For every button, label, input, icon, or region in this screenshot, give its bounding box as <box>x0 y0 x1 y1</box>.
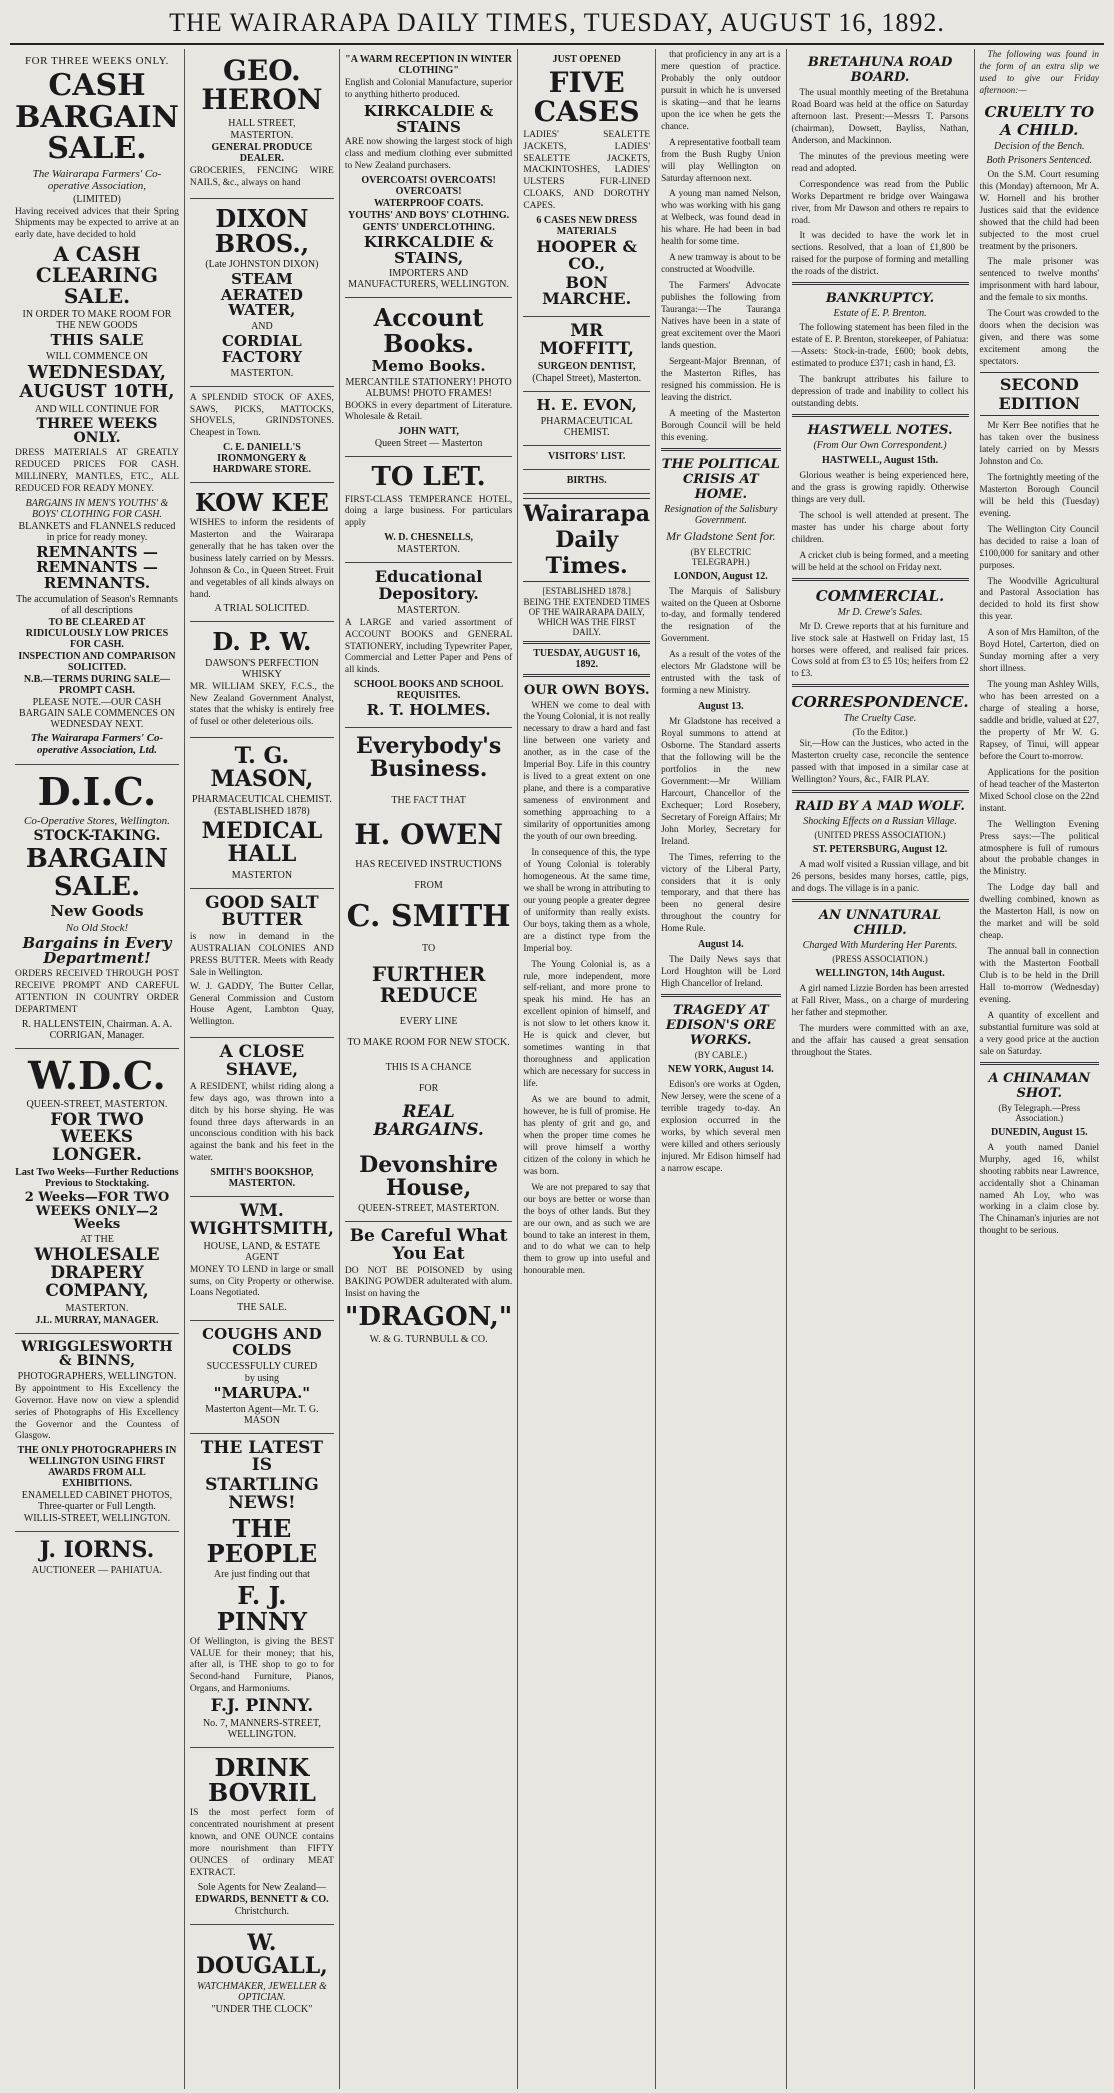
paragraph: Glorious weather is being experienced here, and the grass is growing rapidly. Otherwise things are very dull. <box>791 469 969 504</box>
ad-make: TO MAKE ROOM FOR NEW STOCK. <box>347 1036 510 1048</box>
paragraph: A son of Mrs Hamilton, of the Boyd Hotel, Carterton, died on Sunday morning after a very short illness. <box>979 627 1100 674</box>
paragraph: As a result of the votes of the electors Mr Gladstone will be entrusted with the task of forming a new Ministry. <box>661 649 781 696</box>
ad-signature: The Wairarapa Farmers' Co-operative Association, Ltd. <box>30 731 164 756</box>
ad-text: WISHES to inform the residents of Masterton and the Wairarapa generally that he has taken over the business lately carried on by Messrs. Johnson & Co., in Queen Street. Fruit and vegetables of all kinds always on hand. <box>189 518 334 600</box>
ad-title: MR MOFFITT, <box>539 321 634 359</box>
ad-subtitle: The Wairarapa Farmers' Co-operative Association, <box>32 167 162 192</box>
ad-subtitle: MERCANTILE STATIONERY! PHOTO ALBUMS! PHOTO FRAMES! <box>345 376 512 399</box>
dateline: WELLINGTON, 14th August. <box>815 968 945 980</box>
ad-established: (ESTABLISHED 1878) <box>214 806 310 818</box>
ad-heading: JUST OPENED <box>552 54 621 65</box>
ad-dic <box>15 765 179 1049</box>
ad-from: FROM <box>414 880 443 892</box>
column-6 <box>787 49 975 2089</box>
telegraph-note: (PRESS ASSOCIATION.) <box>832 954 928 965</box>
ad-title: H. E. EVON, <box>536 395 637 414</box>
ad-medical-hall: MEDICAL HALL <box>201 818 323 868</box>
ad-title: FIVE CASES <box>533 66 640 129</box>
ad-inspection: INSPECTION AND COMPARISON SOLICITED. <box>18 650 176 673</box>
ad-gents: GENTS' UNDERCLOTHING. <box>362 221 495 233</box>
paragraph: A quantity of excellent and substantial furniture was sold at a very good price at the auction sale on Saturday. <box>979 1009 1100 1056</box>
paragraph: It was decided to have the work let in sections. Resolved, that a loan of £1,800 be raised for the purpose of forming and metalling the roads of the district. <box>791 230 969 277</box>
story-title: CRUELTY TO A CHILD. <box>984 102 1095 139</box>
paragraph: A cricket club is being formed, and a meeting will be held at the school on Friday next. <box>791 549 969 572</box>
ad-title: D. P. W. <box>212 627 312 657</box>
ad-bon-marche: BON MARCHE. <box>542 272 632 309</box>
ad-school: SCHOOL BOOKS AND SCHOOL REQUISITES. <box>353 679 504 702</box>
ad-street: QUEEN-STREET, MASTERTON. <box>26 1098 168 1110</box>
paragraph: A young man named Nelson, who was working with his gang at Welbeck, was found dead in his whare. He had been in bad health for some time. <box>661 188 781 247</box>
dateline: DUNEDIN, August 15. <box>990 1126 1088 1138</box>
ad-name: HOOPER & CO., <box>536 236 637 273</box>
paragraph: The Farmers' Advocate publishes the following from Tauranga:—The Tauranga Natives have been in a state of great excitement over the Maori lands question. <box>661 280 781 350</box>
ad-subtitle: SURGEON DENTIST, <box>537 360 636 372</box>
ad-trial: A TRIAL SOLICITED. <box>214 603 310 615</box>
ad-subtitle: PHOTOGRAPHERS, WELLINGTON. <box>17 1370 177 1382</box>
ad-subtitle: English and Colonial Manufacture, superior to anything hitherto produced. <box>344 78 513 100</box>
paragraph: WHEN we come to deal with the Young Colonial, it is not really necessary to draw a hard and fast line between one variety and another, as in the case of the Imperial Boy. Life in this country is lived to a great extent on one plane, and there is a comparative sameness of environment and something approaching to a similarity of opportunities among the youth of our own breeding. <box>523 699 651 842</box>
ad-subtitle: AUCTIONEER — PAHIATUA. <box>31 1565 163 1577</box>
ad-company: WHOLESALE DRAPERY COMPANY, <box>34 1245 160 1301</box>
divider <box>661 448 780 451</box>
story-subtitle-2: Mr Gladstone Sent for. <box>666 528 776 543</box>
ad-dixon-bros <box>190 199 334 387</box>
paragraph: The usual monthly meeting of the Bretahuna Road Board was held at the office on Saturday afternoon last. Present:—Messrs T. Parsons (chairman), Dowsett, Bayliss, Nathan, Anderson, and Mackinnon. <box>791 87 969 145</box>
ad-old: No Old Stock! <box>65 921 129 934</box>
ad-youths: YOUTHS' AND BOYS' CLOTHING. <box>348 209 510 221</box>
ad-agents: Sole Agents for New Zealand— <box>197 1881 327 1893</box>
to-editor: (To the Editor.) <box>852 727 908 738</box>
ad-subtitle: Last Two Weeks—Further Reductions Previous to Stocktaking. <box>15 1167 179 1190</box>
story-subtitle: Charged With Murdering Her Parents. <box>802 940 958 952</box>
ad-title: TO LET. <box>371 462 486 493</box>
ad-to: TO <box>422 942 436 954</box>
ad-two-weeks: 2 Weeks—FOR TWO WEEKS ONLY—2 Weeks <box>24 1190 170 1233</box>
paragraph: The Daily News says that Lord Houghton will be Lord High Chancellor of Ireland. <box>661 954 781 989</box>
ad-everybodys-business <box>345 728 512 1222</box>
dateline: August 13. <box>698 701 744 713</box>
ad-address: (Chapel Street), Masterton. <box>532 372 642 384</box>
story-title: BANKRUPTCY. <box>825 291 935 307</box>
ad-weeks: THREE WEEKS ONLY. <box>36 415 158 447</box>
notice-visitors <box>523 446 650 470</box>
ad-photographers <box>15 1334 179 1533</box>
story-subtitle: The Cruelty Case. <box>843 713 917 725</box>
ad-name-2: KIRKCALDIE & STAINS, <box>363 232 494 267</box>
ad-cordial: CORDIAL FACTORY <box>221 332 303 366</box>
telegraph-note: (BY ELECTRIC TELEGRAPH.) <box>690 546 751 567</box>
ad-items: GROCERIES, FENCING WIRE NAILS, &c., always on hand <box>189 165 334 188</box>
ad-title: Everybody's Business. <box>355 732 502 782</box>
notice-title: BIRTHS. <box>566 474 607 486</box>
ad-general: GENERAL PRODUCE DEALER. <box>211 141 313 164</box>
ad-educational <box>345 563 512 728</box>
ad-house: Devonshire House, <box>359 1151 499 1201</box>
ad-text: A RESIDENT, whilst riding along a few days ago, was thrown into a ditch by his horse shying. He was found three days afterwards in an unconscious condition with his back against the bank and his feet in the water. <box>189 1081 334 1164</box>
ad-title: Account Books. <box>373 303 484 358</box>
ad-bargains: BARGAINS IN MEN'S YOUTHS' & BOYS' CLOTHING FOR CASH. <box>25 497 169 520</box>
ad-continue: AND WILL CONTINUE FOR <box>34 403 160 415</box>
ad-text: FIRST-CLASS TEMPERANCE HOTEL, doing a large business. For particulars apply <box>344 494 513 529</box>
ad-six: 6 CASES NEW DRESS MATERIALS <box>536 214 638 237</box>
story-subtitle-2: Both Prisoners Sentenced. <box>986 154 1093 166</box>
ad-text: Of Wellington, is giving the BEST VALUE for their money; that his, after all, is THE shop to go to for Second-hand Furniture, Pianos, Organs, and Harmoniums. <box>189 1636 334 1695</box>
ad-this-sale: THIS SALE <box>50 331 144 350</box>
paragraph: A mad wolf visited a Russian village, and bit 26 persons, besides many horses, cattle, pigs, and dogs. The village is in a panic. <box>791 859 969 894</box>
paragraph: A girl named Lizzie Borden has been arrested at Fall River, Mass., on a charge of murdering her father and stepmother. <box>791 983 969 1017</box>
telegraph-note: (BY CABLE.) <box>694 1050 747 1061</box>
ad-name: W. J. GADDY, The Butter Cellar, General Commission and Custom House Agent, Lambton Quay, Wellington. <box>189 981 334 1028</box>
ad-date: WEDNESDAY, AUGUST 10TH, <box>19 361 175 402</box>
ad-masterton: MASTERTON. <box>397 604 461 616</box>
ad-shop: SMITH'S BOOKSHOP, MASTERTON. <box>210 1167 314 1190</box>
story-subtitle: Shocking Effects on a Russian Village. <box>803 816 957 828</box>
ad-fact: THE FACT THAT <box>391 795 466 807</box>
story-title: HASTWELL NOTES. <box>807 422 953 438</box>
ad-masterton: MASTERTON <box>231 869 293 881</box>
paragraph: As we are bound to admit, however, he is full of promise. He has plenty of grit and go, and when the proper time comes he will prove himself a worthy citizen of the colony in which he was born. <box>523 1094 651 1176</box>
ad-heading: FOR THREE WEEKS ONLY. <box>25 55 169 67</box>
telegraph-note: (By Telegraph.—Press Association.) <box>998 1102 1081 1123</box>
ad-late: (Late JOHNSTON DIXON) <box>205 258 319 270</box>
paragraph: We are not prepared to say that our boys are better or worse than the boys of other lands. But they are our own, and as such we are bound to take an interest in them, and to do what we can to help them to grow up into useful and honourable men. <box>523 1181 651 1276</box>
paper-established: [ESTABLISHED 1878.] <box>542 585 631 596</box>
paragraph: Mr Kerr Bee notifies that he has taken over the business lately carried on by Messrs Johnston and Co. <box>979 420 1100 466</box>
paragraph: The murders were committed with an axe, and the affair has caused a great sensation throughout the States. <box>791 1022 969 1057</box>
ad-cash-bargain-sale <box>15 49 179 765</box>
paragraph: Applications for the position of head teacher of the Masterton Mixed School close on the 22nd instant. <box>979 766 1100 813</box>
ad-bovril <box>190 1748 334 1925</box>
story-title: AN UNNATURAL CHILD. <box>819 908 942 939</box>
paper-circulation: BEING THE EXTENDED TIMES OF THE WAIRARAPA DAILY, WHICH WAS THE FIRST DAILY. <box>523 596 650 637</box>
ad-subtitle: WATCHMAKER, JEWELLER & OPTICIAN. <box>197 1980 327 2003</box>
ad-blankets: BLANKETS and FLANNELS reduced in price for ready money. <box>18 520 176 543</box>
divider <box>792 578 969 581</box>
ad-close-shave <box>190 1038 334 1197</box>
ad-bargain: BARGAIN SALE. <box>25 844 168 902</box>
paragraph: The following statement has been filed in the estate of E. P. Brenton, storekeeper, of Pahiatua:—Assets: Stock-in-trade, £600; book debts, estimated to produce £371; cash in hand, £3. <box>791 322 969 369</box>
ad-memo: Memo Books. <box>371 356 486 375</box>
ad-kirkcaldie <box>345 49 512 298</box>
ad-name: KIRKCALDIE & STAINS <box>363 101 494 136</box>
divider <box>980 1062 1099 1065</box>
ad-only: THE ONLY PHOTOGRAPHERS IN WELLINGTON USING FIRST AWARDS FROM ALL EXHIBITIONS. <box>17 1445 177 1490</box>
ad-title-2: A CASH CLEARING SALE. <box>35 242 158 309</box>
ad-every: EVERY LINE <box>399 1015 458 1027</box>
ad-remnants-text: The accumulation of Season's Remnants of all descriptions <box>16 593 178 616</box>
story-title: A CHINAMAN SHOT. <box>988 1070 1091 1101</box>
ad-title: GOOD SALT BUTTER <box>205 892 319 931</box>
ad-title: J. IORNS. <box>39 1537 155 1564</box>
ad-commence: WILL COMMENCE ON <box>46 350 148 362</box>
ad-address: QUEEN-STREET, MASTERTON. <box>358 1202 500 1214</box>
paragraph: The school is well attended at present. The master has under his charge about forty children. <box>791 509 969 544</box>
ad-name: JOHN WATT, <box>398 426 459 438</box>
paragraph: The Times, referring to the victory of the Liberal Party, considers that it is only temporary, and that there has been no general desire throughout the country for Home Rule. <box>661 851 781 934</box>
ad-mason <box>190 738 334 888</box>
ad-text: LADIES' SEALETTE JACKETS, LADIES' SEALETTE JACKETS, MACKINTOSHES, LADIES' ULSTERS FUR-LINED CLOAKS, AND DOROTHY CAPES. <box>523 129 651 212</box>
telegraph-note: (UNITED PRESS ASSOCIATION.) <box>814 830 946 841</box>
paragraph: A representative football team from the Bush Rugby Union will play Wellington on Saturday afternoon next. <box>661 136 781 183</box>
ad-subtitle: PHARMACEUTICAL CHEMIST. <box>540 415 633 438</box>
ad-cleared: TO BE CLEARED AT RIDICULOUSLY LOW PRICES FOR CASH. <box>25 616 169 650</box>
ad-limited: (LIMITED) <box>73 193 121 205</box>
ad-orders: ORDERS RECEIVED THROUGH POST RECEIVE PROMPT AND CAREFUL ATTENTION IN COUNTRY ORDER DEPARTMENT <box>15 969 179 1015</box>
paragraph: The Court was crowded to the doors when the decision was given, and there was some excitement among the spectators. <box>979 308 1100 367</box>
column-5 <box>656 49 786 2089</box>
ad-text: MR. WILLIAM SKEY, F.C.S., the New Zealand Government Analyst, states that the whisky is entirely free of fusel or other deleterious oils. <box>189 681 334 728</box>
paper-title: Wairarapa Daily Times. <box>523 498 650 582</box>
ad-title: THE LATEST IS <box>200 1437 324 1476</box>
story-title: THE POLITICAL CRISIS AT HOME. <box>661 456 780 502</box>
paragraph: The Lodge day ball and dwelling combined, known as the Masterton Hall, is now on the market and will be sold cheap. <box>979 882 1100 941</box>
ad-new: New Goods <box>50 901 144 920</box>
ad-coughs <box>190 1321 334 1433</box>
ad-agent: Masterton Agent—Mr. T. G. MASON <box>205 1403 319 1426</box>
story-subtitle: Decision of the Bench. <box>994 140 1085 152</box>
ad-address: Queen Street — Masterton <box>374 438 483 450</box>
ad-further: FURTHER REDUCE <box>371 961 486 1007</box>
paragraph: The minutes of the previous meeting were read and adopted. <box>791 150 969 173</box>
paragraph: Mr D. Crewe reports that at his furniture and live stock sale at Hastwell on Friday last, 15 horses were offered, and realised fair prices. Cows sold at from £3 to £5 10s; heifers from £2 to £3. <box>791 620 969 679</box>
notice-births <box>523 470 650 494</box>
notice-title: VISITORS' LIST. <box>547 450 626 462</box>
ad-terms: N.B.—TERMS DURING SALE—PROMPT CASH. <box>23 673 171 696</box>
paragraph: The bankrupt attributes his failure to depression of trade and inability to collect his outstanding debts. <box>791 374 969 409</box>
story-title: CORRESPONDENCE. <box>791 693 969 712</box>
ad-startling: STARTLING NEWS! <box>205 1475 319 1514</box>
story-subtitle: Resignation of the Salisbury Government. <box>664 503 778 526</box>
dateline: LONDON, August 12. <box>673 570 768 582</box>
paragraph: The fortnightly meeting of the Masterton Borough Council will be held this (Tuesday) evening. <box>979 471 1100 518</box>
paragraph: The male prisoner was sentenced to twelve months' imprisonment with hard labour, and the female to six months. <box>979 256 1100 303</box>
divider <box>792 414 969 417</box>
divider <box>523 674 650 677</box>
ad-name: "MARUPA." <box>213 1383 311 1402</box>
story-subtitle: (From Our Own Correspondent.) <box>813 439 947 451</box>
ad-has: HAS RECEIVED INSTRUCTIONS <box>355 859 502 871</box>
ad-name: R. T. HOLMES. <box>366 701 491 720</box>
story-subtitle: Mr D. Crewe's Sales. <box>837 606 923 618</box>
ad-subtitle: PHARMACEUTICAL CHEMIST. <box>191 794 332 806</box>
paragraph: The Woodville Agricultural and Pastoral Association has decided to hold its first show this year. <box>979 575 1100 622</box>
ad-and: AND <box>251 321 273 333</box>
ad-subtitle: Co-Operative Stores, Wellington. <box>24 814 170 827</box>
leader-date: TUESDAY, AUGUST 16, 1892. <box>533 647 641 670</box>
ad-title: WRIGGLESWORTH & BINNS, <box>21 1338 173 1370</box>
paragraph: Correspondence was read from the Public Works Department re bridge over Waingawa river, from Mr Dawson and others re repairs to road. <box>791 178 969 225</box>
ad-title: WM. WIGHTSMITH, <box>189 1201 334 1239</box>
paragraph: Mr Gladstone has received a Royal summons to attend at Osborne. The Standard asserts that the following will be the portfolios in the new Government:—Mr William Harcourt, Chancellor of the Exchequer; Lord Rosebery, Secretary of Foreign Affairs; Mr John Morley, Secretary for Ireland. <box>661 716 781 846</box>
ad-subtitle: DAWSON'S PERFECTION WHISKY <box>205 657 319 680</box>
ad-address: IMPORTERS AND MANUFACTURERS, WELLINGTON. <box>348 268 510 291</box>
dateline: ST. PETERSBURG, August 12. <box>812 844 948 856</box>
paragraph: The Wellington Evening Press says:—The political atmosphere is full of rumours about the probable changes in the Ministry. <box>979 818 1100 877</box>
ad-text: BOOKS in every department of Literature. Wholesale & Retail. <box>344 400 513 423</box>
dateline: NEW YORK, August 14. <box>667 1064 774 1076</box>
ad-city: Christchurch. <box>234 1905 289 1917</box>
divider <box>661 994 780 997</box>
ad-title: DRINK BOVRIL <box>207 1752 316 1808</box>
ad-sale: THE SALE. <box>237 1302 287 1314</box>
ad-title: DIXON BROS., <box>214 203 310 258</box>
divider <box>523 641 650 644</box>
ad-stock: STOCK-TAKING. <box>33 827 161 844</box>
ad-name: F. J. PINNY <box>216 1581 308 1636</box>
dateline: HASTWELL, August 15th. <box>821 454 939 466</box>
ad-title: W. DOUGALL, <box>195 1929 328 1979</box>
ad-address: WILLIS-STREET, WELLINGTON. <box>23 1513 171 1525</box>
column-3 <box>340 49 518 2089</box>
column-1 <box>10 49 185 2089</box>
ad-this: THIS IS A CHANCE <box>385 1061 472 1073</box>
ad-name: C. E. DANIELL'S IRONMONGERY & HARDWARE STORE. <box>212 442 311 476</box>
ad-masterton: MASTERTON. <box>230 367 294 379</box>
column-2 <box>185 49 340 2089</box>
ad-five-cases <box>523 49 650 317</box>
ad-steam: STEAM AERATED WATER, <box>220 269 303 320</box>
ad-evon <box>523 392 650 446</box>
divider <box>792 684 969 687</box>
ad-title: T. G. MASON, <box>210 743 314 793</box>
ad-text: A LARGE and varied assortment of ACCOUNT BOOKS and GENERAL STATIONERY, including Typewriter Paper, Commercial and Letter Paper and Pens of all kinds. <box>344 617 513 676</box>
ad-text: By appointment to His Excellency the Governor. Have now on view a splendid series of Photographs of His Excellency the Governor and the Countess of Glasgow. <box>15 1383 179 1442</box>
ad-text: ARE now showing the largest stock of high class and medium clothing ever submitted to New Zealand purchasers. <box>344 137 513 171</box>
ad-text: Having received advices that their Spring Shipments may be expected to arrive at an early date, have decided to hold <box>15 206 179 241</box>
ad-text: DO NOT BE POISONED by using BAKING POWDER adulterated with alum. Insist on having the <box>344 1265 513 1300</box>
ad-to-let <box>345 457 512 563</box>
ad-title: Be Careful What You Eat <box>349 1225 508 1264</box>
second-edition-title: SECOND EDITION <box>980 372 1099 416</box>
ad-dpw <box>190 622 334 738</box>
ad-wightsmith <box>190 1197 334 1321</box>
ad-name: EDWARDS, BENNETT & CO. <box>195 1893 329 1905</box>
ad-name: W. D. CHESNELLS, <box>384 532 473 544</box>
ad-iorns <box>15 1532 179 1583</box>
paragraph: In consequence of this, the type of Young Colonial is tolerably homogeneous. At the same time, we shall be wrong in attributing to our young people a greater degree of uniformity than really exists. Our boys, taking them as a whole, are a distinct type from the Imperial boy. <box>523 846 651 953</box>
paragraph: The Young Colonial is, as a rule, more independent, more self-reliant, and more prone to speak his mind. He has an excellent opinion of himself, and is not slow to let others know it. He is quick and clever, but sometimes wanting in that thoroughness and application which are necessary for success in life. <box>523 958 651 1089</box>
ad-text: MONEY TO LEND in large or small sums, on City Property or otherwise. Loans Negotiated. <box>189 1264 334 1299</box>
ad-overcoats: OVERCOATS! OVERCOATS! OVERCOATS! <box>361 174 496 197</box>
ad-title: A CLOSE SHAVE, <box>219 1042 305 1081</box>
ad-title: GEO. HERON <box>201 54 323 117</box>
paragraph: Edison's ore works at Ogden, New Jersey, were the scene of a terrible tragedy to-day. An explosion occurred in the works, by which several men were killed and others seriously injured. Mr Edison himself had a narrow escape. <box>661 1079 781 1173</box>
paragraph: A new tramway is about to be constructed at Woodville. <box>661 252 781 275</box>
ad-dragon <box>345 1222 512 1353</box>
paragraph: A meeting of the Masterton Borough Council will be held this evening. <box>661 407 781 442</box>
ad-title: CASH BARGAIN SALE. <box>15 68 179 166</box>
dateline: August 14. <box>698 939 744 951</box>
ad-hall: HALL STREET, <box>228 117 296 129</box>
divider <box>792 790 969 793</box>
story-title: RAID BY A MAD WOLF. <box>795 799 965 815</box>
ad-for: FOR <box>418 1082 439 1094</box>
columns <box>10 49 1104 2089</box>
ad-dougall <box>190 1925 334 2022</box>
paragraph: Sergeant-Major Brennan, of the Masterton Rifles, has resigned his commission. He is leaving the district. <box>661 355 781 402</box>
ad-smith: C. SMITH <box>346 899 511 935</box>
ad-title: Educational Depository. <box>374 567 483 603</box>
ad-enamelled: ENAMELLED CABINET PHOTOS, Three-quarter or Full Length. <box>21 1490 173 1513</box>
leader-title: OUR OWN BOYS. <box>523 682 650 698</box>
story-title: TRAGEDY AT EDISON'S ORE WORKS. <box>665 1003 776 1049</box>
ad-heading: FOR TWO WEEKS LONGER. <box>50 1109 144 1166</box>
ad-by: by using <box>244 1372 279 1384</box>
ad-foot: "UNDER THE CLOCK" <box>211 2003 313 2015</box>
paragraph: that proficiency in any art is a mere question of practice. Probably the only outdoor pursuit in which he is unversed is skating—and that he learns upon the ice when he gets the chance. <box>661 49 781 131</box>
ad-owen: H. OWEN <box>354 818 503 852</box>
paragraph: The Marquis of Salisbury waited on the Queen at Osborne to-day, and formally tendered the resignation of the Government. <box>661 585 781 644</box>
ad-salt-butter <box>190 889 334 1039</box>
ad-daniell <box>190 387 334 484</box>
ad-people: THE PEOPLE <box>206 1513 318 1569</box>
ad-subtitle: SUCCESSFULLY CURED <box>206 1360 318 1372</box>
ad-pinny <box>190 1434 334 1748</box>
intro-note: The following was found in the form of an extra slip we used to give our Friday afternoon:— <box>979 49 1100 95</box>
ad-title: W.D.C. <box>28 1052 166 1098</box>
ad-foot: W. & G. TURNBULL & CO. <box>369 1334 488 1346</box>
ad-name: "DRAGON," <box>344 1302 513 1333</box>
masthead: THE WAIRARAPA DAILY TIMES, TUESDAY, AUGUST 16, 1892. <box>10 6 1104 45</box>
ad-line: IN ORDER TO MAKE ROOM FOR THE NEW GOODS <box>22 309 172 332</box>
ad-kow-kee <box>190 483 334 622</box>
divider <box>792 899 969 902</box>
ad-dept: Bargains in Every Department! <box>22 933 172 968</box>
ad-text: is now in demand in the AUSTRALIAN COLONIES AND PRESS BUTTER. Meets with Ready Sale in Wellington. <box>189 932 334 978</box>
ad-text: A SPLENDID STOCK OF AXES, SAWS, PICKS, MATTOCKS, SHOVELS, GRINDSTONES. Cheapest in Town. <box>189 392 334 439</box>
ad-note: PLEASE NOTE.—OUR CASH BARGAIN SALE COMMENCES ON WEDNESDAY NEXT. <box>19 696 175 730</box>
ad-heading: "A WARM RECEPTION IN WINTER CLOTHING" <box>345 54 513 76</box>
ad-at: AT THE <box>80 1234 114 1246</box>
ad-text: IS the most perfect form of concentrated nourishment at present known, and ONE OUNCE contains more nourishment than FIFTY OUNCES of ordinary MEAT EXTRACT. <box>189 1808 334 1878</box>
paragraph: A youth named Daniel Murphy, aged 16, whilst shooting rabbits near Lawrence, accidentally shot a Chinaman named Ah Loy, who was working in a claim close by. The Chinaman's injuries are not thought to be serious. <box>979 1141 1100 1236</box>
ad-geo-heron <box>190 49 334 199</box>
ad-address: MASTERTON. <box>397 544 461 556</box>
ad-name-2: F.J. PINNY. <box>210 1696 314 1717</box>
ad-account-books <box>345 298 512 457</box>
ad-address: No. 7, MANNERS-STREET, WELLINGTON. <box>202 1717 321 1740</box>
divider <box>792 282 969 285</box>
column-4 <box>518 49 656 2089</box>
paragraph: The annual ball in connection with the Masterton Football Club is to be held in the Drill Hall to-morrow (Wednesday) evening. <box>979 946 1100 1004</box>
ad-real: REAL BARGAINS. <box>373 1101 484 1140</box>
paragraph: Sir,—How can the Justices, who acted in the Masterton cruelty case, reconcile the sentence passed with that imposed in a similar case at Wellington? Yours, &c., FAIR PLAY. <box>791 738 969 785</box>
story-subtitle: Estate of E. P. Brenton. <box>833 308 927 320</box>
ad-title: KOW KEE <box>194 488 329 518</box>
column-7 <box>975 49 1104 2089</box>
ad-masterton: MASTERTON. <box>230 129 294 141</box>
ad-title: COUGHS AND COLDS <box>202 1325 322 1360</box>
story-title: COMMERCIAL. <box>815 586 945 605</box>
ad-items: DRESS MATERIALS AT GREATLY REDUCED PRICES FOR CASH. MILLINERY, MANTLES, ETC., ALL REDUCED FOR READY MONEY. <box>15 448 179 494</box>
ad-waterproof: WATERPROOF COATS. <box>373 197 484 209</box>
ad-manager: J.L. MURRAY, MANAGER. <box>35 1314 159 1326</box>
ad-names: R. HALLENSTEIN, Chairman. A. A. CORRIGAN, Manager. <box>21 1018 173 1041</box>
paragraph: The young man Ashley Wills, who has been arrested on a charge of stealing a horse, saddle and bridle, valued at £27, the property of Mr W. G. Rapsey, of Tinui, will appear before the Court to-morrow. <box>979 679 1100 761</box>
ad-are: Are just finding out that <box>213 1569 310 1581</box>
ad-wdc <box>15 1049 179 1334</box>
ad-masterton: MASTERTON. <box>65 1302 129 1314</box>
ad-remnants: REMNANTS — REMNANTS — REMNANTS. <box>36 542 158 593</box>
paragraph: On the S.M. Court resuming this (Monday) afternoon, Mr A. W. Hornell and his brother Justices said that the evidence showed that the child had been subjected to the most cruel treatment by the prisoners. <box>979 168 1100 251</box>
story-title: BRETAHUNA ROAD BOARD. <box>807 55 953 85</box>
paragraph: The Wellington City Council has decided to raise a loan of £100,000 for sanitary and other purposes. <box>979 523 1100 570</box>
ad-moffitt <box>523 317 650 392</box>
ad-title: D.I.C. <box>37 768 157 814</box>
ad-subtitle: HOUSE, LAND, & ESTATE AGENT <box>203 1240 321 1263</box>
